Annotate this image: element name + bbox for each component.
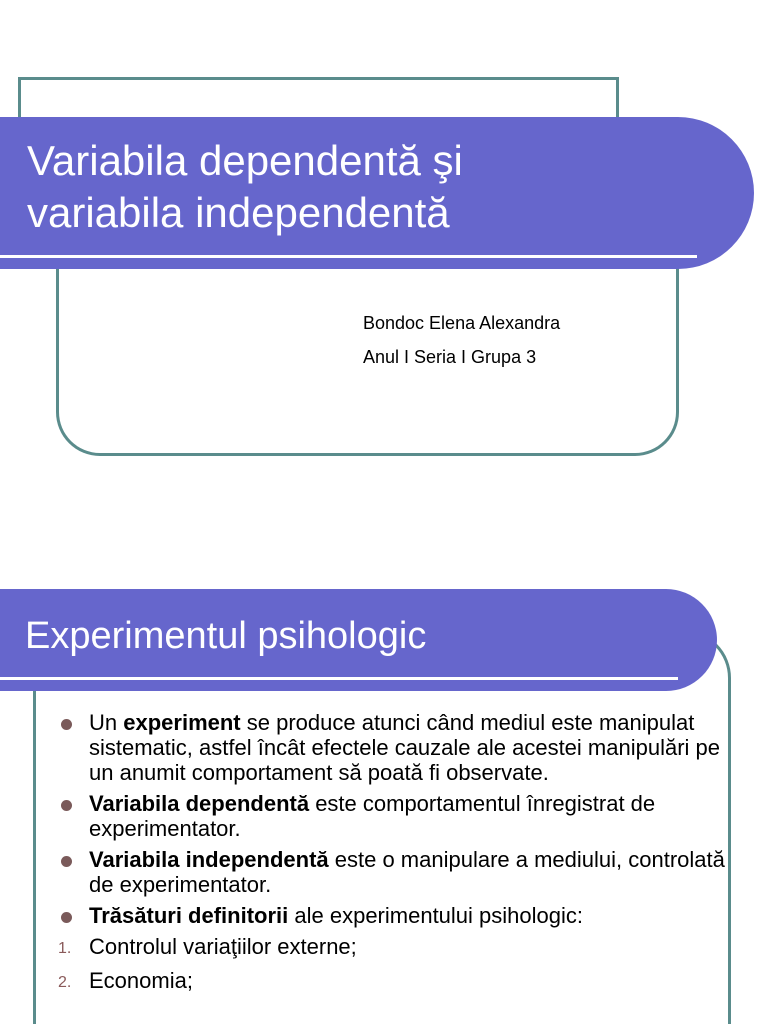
bullet-item: Trăsături definitorii ale experimentului psihologic:: [60, 903, 730, 928]
bullet-keyword: Trăsături definitorii: [89, 903, 289, 928]
slide1-title-line1: Variabila dependentă şi: [27, 137, 463, 184]
author-name: Bondoc Elena Alexandra: [363, 313, 561, 333]
bullet-item: Variabila dependentă este comportamentul înregistrat de experimentator.: [60, 791, 730, 841]
numbered-item-text: Controlul variaţiilor externe;: [89, 934, 357, 959]
slide1-title-line2: variabila independentă: [27, 189, 450, 236]
bullet-dot-icon: [61, 856, 72, 867]
slide1-title-rule: [0, 255, 697, 258]
bullet-item: Un experiment se produce atunci când mediul este manipulat sistematic, astfel încât efectele cauzale ale acestei manipulări pe un anumit comportament să poată fi observate.: [60, 710, 730, 785]
numbered-item: [60, 968, 730, 993]
slide2-bullet-list: [60, 710, 730, 1002]
bullet-keyword: Variabila independentă: [89, 847, 329, 872]
slide2-title-rule: [0, 677, 678, 680]
list-number: 2.: [58, 974, 72, 991]
bullet-dot-icon: [61, 800, 72, 811]
group-info: Anul I Seria I Grupa 3: [363, 347, 537, 367]
bullet-dot-icon: [61, 912, 72, 923]
numbered-item: [60, 934, 730, 959]
numbered-item-text: Economia;: [89, 968, 193, 993]
bullet-keyword: Variabila dependentă: [89, 791, 310, 816]
list-number: 1.: [58, 940, 72, 957]
bullet-item: Variabila independentă este o manipulare a mediului, controlată de experimentator.: [60, 847, 730, 897]
slide1-subtitle: [363, 306, 560, 374]
bullet-dot-icon: [61, 719, 72, 730]
slide1-title: [27, 135, 687, 239]
slide2-title: Experimentul psihologic: [25, 615, 427, 657]
bullet-keyword: experiment: [123, 710, 241, 735]
